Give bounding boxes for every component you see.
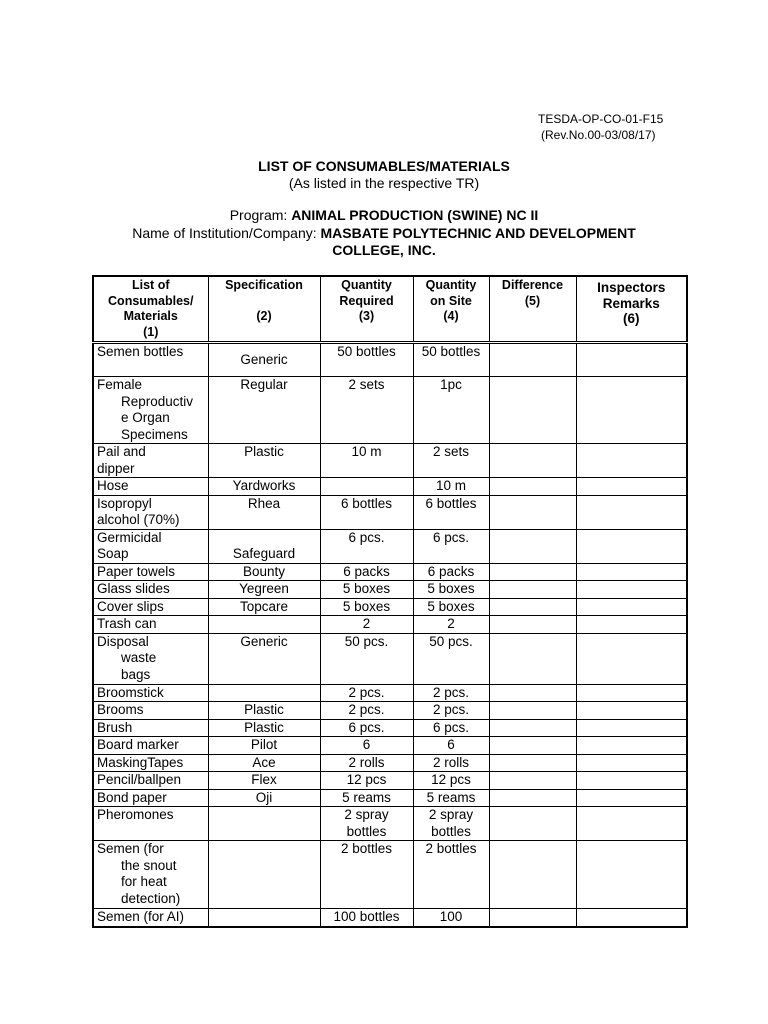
quantity-required-cell: 100 bottles	[320, 909, 413, 927]
specification-cell	[208, 841, 320, 909]
item-name-line: dipper	[97, 460, 135, 476]
quantity-required-cell: 2 spray bottles	[320, 807, 413, 841]
difference-cell	[489, 581, 576, 599]
item-name-cell	[93, 581, 208, 599]
document-subtitle: (As listed in the respective TR)	[288, 175, 480, 191]
difference-cell	[489, 343, 576, 377]
header-line: List of	[132, 278, 170, 292]
table-header-row	[93, 276, 687, 343]
quantity-on-site-cell: 2 pcs.	[413, 702, 489, 720]
header-line: Remarks	[602, 295, 660, 311]
header-line: (1)	[143, 324, 159, 339]
header-inspectors-remarks	[576, 276, 687, 343]
inspectors-remarks-cell	[576, 789, 687, 807]
inspectors-remarks-cell	[576, 478, 687, 496]
quantity-on-site-cell: 5 boxes	[413, 581, 489, 599]
table-row	[93, 909, 687, 927]
item-name-line: Cover slips	[97, 598, 164, 614]
form-code: TESDA-OP-CO-01-F15	[538, 112, 664, 126]
table-row	[93, 444, 687, 478]
item-name-cell	[93, 495, 208, 529]
item-name-cell	[93, 478, 208, 496]
specification-value: Bounty	[242, 563, 286, 579]
difference-cell	[489, 478, 576, 496]
item-name-cell	[93, 343, 208, 377]
specification-cell	[208, 754, 320, 772]
item-name-line: MaskingTapes	[97, 754, 184, 770]
table-row	[93, 598, 687, 616]
table-row	[93, 343, 687, 377]
item-name-line: Disposal	[97, 633, 149, 649]
quantity-required-cell: 2 pcs.	[320, 684, 413, 702]
quantity-required-cell: 2	[320, 616, 413, 634]
header-line: Required	[339, 293, 394, 308]
item-name-cell	[93, 702, 208, 720]
quantity-on-site-cell: 50 pcs.	[413, 633, 489, 684]
inspectors-remarks-cell	[576, 444, 687, 478]
quantity-on-site-cell: 2 sets	[413, 444, 489, 478]
specification-cell	[208, 789, 320, 807]
inspectors-remarks-cell	[576, 719, 687, 737]
header-line: (6)	[623, 311, 640, 326]
specification-cell	[208, 343, 320, 377]
specification-cell	[208, 684, 320, 702]
item-name-cell	[93, 841, 208, 909]
quantity-on-site-cell: 2	[413, 616, 489, 634]
specification-value: Yardworks	[232, 478, 296, 493]
specification-value: Generic	[240, 352, 288, 367]
revision-number: (Rev.No.00-03/08/17)	[541, 128, 656, 142]
item-name-cell	[93, 563, 208, 581]
inspectors-remarks-cell	[576, 598, 687, 616]
item-name-cell	[93, 684, 208, 702]
table-row	[93, 737, 687, 755]
difference-cell	[489, 702, 576, 720]
item-name-line: Specimens	[121, 426, 188, 442]
quantity-on-site-cell: 6	[413, 737, 489, 755]
quantity-on-site-cell: 6 bottles	[413, 495, 489, 529]
table-row	[93, 702, 687, 720]
item-name-cell	[93, 598, 208, 616]
specification-value: Oji	[255, 789, 273, 805]
item-name-line: Glass slides	[97, 581, 170, 596]
item-name-cell	[93, 529, 208, 563]
header-difference	[489, 276, 576, 343]
table-row	[93, 789, 687, 807]
table-row	[93, 772, 687, 790]
quantity-required-cell: 6 pcs.	[320, 719, 413, 737]
table-row	[93, 495, 687, 529]
item-name-line: Semen bottles	[97, 344, 184, 359]
inspectors-remarks-cell	[576, 377, 687, 444]
item-name-line: Pail and	[97, 444, 146, 459]
specification-value: Flex	[251, 772, 277, 787]
item-name-line: Isopropyl	[97, 495, 152, 511]
item-name-line: Board marker	[97, 737, 179, 752]
specification-cell	[208, 598, 320, 616]
specification-value: Topcare	[239, 598, 289, 614]
specification-cell	[208, 909, 320, 927]
quantity-required-cell: 50 pcs.	[320, 633, 413, 684]
header-line: Specification	[225, 278, 303, 292]
item-name-line: Pheromones	[97, 807, 174, 822]
header-line: (2)	[256, 308, 272, 323]
item-name-line: Germicidal	[97, 529, 162, 545]
inspectors-remarks-cell	[576, 807, 687, 841]
quantity-on-site-cell: 12 pcs	[413, 772, 489, 790]
header-list-of-consumables	[93, 276, 208, 343]
institution-value: MASBATE POLYTECHNIC AND DEVELOPMENT COLLEGE, INC.	[320, 225, 636, 258]
table-row	[93, 581, 687, 599]
item-name-cell	[93, 616, 208, 634]
header-quantity-required	[320, 276, 413, 343]
difference-cell	[489, 754, 576, 772]
difference-cell	[489, 495, 576, 529]
item-name-cell	[93, 377, 208, 444]
header-line: Inspectors	[597, 280, 666, 295]
specification-cell	[208, 702, 320, 720]
inspectors-remarks-cell	[576, 702, 687, 720]
table-row	[93, 754, 687, 772]
header-specification	[208, 276, 320, 343]
quantity-required-cell: 2 pcs.	[320, 702, 413, 720]
item-name-line: Pencil/ballpen	[97, 772, 182, 787]
specification-value: Yegreen	[239, 581, 289, 596]
item-name-line: Semen (for	[97, 841, 164, 856]
item-name-line: Broomstick	[97, 684, 164, 700]
quantity-on-site-cell: 2 pcs.	[413, 684, 489, 702]
quantity-required-cell: 6	[320, 737, 413, 755]
inspectors-remarks-cell	[576, 841, 687, 909]
item-name-line: Semen (for AI)	[97, 909, 185, 924]
specification-cell	[208, 377, 320, 444]
specification-value: Safeguard	[232, 545, 296, 561]
item-name-cell	[93, 909, 208, 927]
quantity-required-cell: 5 boxes	[320, 581, 413, 599]
item-name-line: Bond paper	[97, 789, 167, 805]
quantity-on-site-cell: 100	[413, 909, 489, 927]
header-line: (4)	[443, 309, 459, 323]
quantity-required-cell: 5 boxes	[320, 598, 413, 616]
difference-cell	[489, 807, 576, 841]
institution-line	[96, 225, 672, 259]
specification-cell	[208, 529, 320, 563]
specification-cell	[208, 563, 320, 581]
difference-cell	[489, 719, 576, 737]
quantity-required-cell: 6 bottles	[320, 495, 413, 529]
quantity-on-site-cell: 5 boxes	[413, 598, 489, 616]
table-row	[93, 563, 687, 581]
specification-cell	[208, 807, 320, 841]
item-name-line: Female	[97, 377, 143, 392]
difference-cell	[489, 789, 576, 807]
inspectors-remarks-cell	[576, 581, 687, 599]
specification-value: Plastic	[244, 444, 284, 459]
quantity-required-cell: 10 m	[320, 444, 413, 478]
program-line	[0, 207, 768, 224]
specification-value: Plastic	[244, 719, 284, 735]
item-name-line: the snout	[121, 857, 177, 873]
specification-value: Plastic	[244, 702, 284, 717]
program-value: ANIMAL PRODUCTION (SWINE) NC II	[291, 207, 539, 223]
table-row	[93, 529, 687, 563]
difference-cell	[489, 377, 576, 444]
item-name-line: detection)	[121, 890, 181, 906]
quantity-on-site-cell: 2 spray bottles	[413, 807, 489, 841]
item-name-line: e Organ	[121, 410, 170, 425]
quantity-required-cell: 50 bottles	[320, 343, 413, 377]
specification-cell	[208, 581, 320, 599]
header-line: Consumables/	[108, 293, 194, 308]
item-name-line: Paper towels	[97, 563, 176, 579]
table-row	[93, 719, 687, 737]
specification-value: Ace	[252, 754, 276, 770]
quantity-required-cell: 2 sets	[320, 377, 413, 444]
difference-cell	[489, 598, 576, 616]
item-name-line: Reproductiv	[121, 393, 194, 409]
difference-cell	[489, 616, 576, 634]
specification-value: Rhea	[247, 495, 281, 511]
specification-cell	[208, 616, 320, 634]
specification-cell	[208, 495, 320, 529]
inspectors-remarks-cell	[576, 495, 687, 529]
quantity-required-cell: 6 packs	[320, 563, 413, 581]
item-name-cell	[93, 444, 208, 478]
table-row	[93, 684, 687, 702]
difference-cell	[489, 633, 576, 684]
item-name-line: waste	[121, 650, 157, 665]
specification-value: Pilot	[250, 737, 278, 752]
item-name-line: Brush	[97, 719, 133, 735]
inspectors-remarks-cell	[576, 754, 687, 772]
specification-cell	[208, 633, 320, 684]
quantity-on-site-cell: 1pc	[413, 377, 489, 444]
quantity-on-site-cell: 10 m	[413, 478, 489, 496]
table-row	[93, 807, 687, 841]
quantity-on-site-cell: 50 bottles	[413, 343, 489, 377]
item-name-line: Soap	[97, 546, 129, 561]
item-name-cell	[93, 719, 208, 737]
item-name-line: Hose	[97, 478, 129, 493]
header-quantity-on-site	[413, 276, 489, 343]
document-title: LIST OF CONSUMABLES/MATERIALS	[258, 158, 510, 174]
difference-cell	[489, 737, 576, 755]
quantity-required-cell: 2 bottles	[320, 841, 413, 909]
specification-cell	[208, 719, 320, 737]
quantity-required-cell	[320, 478, 413, 496]
quantity-required-cell: 12 pcs	[320, 772, 413, 790]
materials-table	[92, 275, 688, 928]
item-name-line: Brooms	[97, 702, 144, 717]
header-line: on Site	[430, 293, 472, 308]
difference-cell	[489, 529, 576, 563]
difference-cell	[489, 909, 576, 927]
difference-cell	[489, 684, 576, 702]
item-name-line: for heat	[121, 874, 167, 889]
quantity-on-site-cell: 6 pcs.	[413, 719, 489, 737]
item-name-cell	[93, 789, 208, 807]
item-name-cell	[93, 754, 208, 772]
institution-label: Name of Institution/Company:	[132, 225, 317, 241]
item-name-line: Trash can	[97, 616, 157, 631]
inspectors-remarks-cell	[576, 909, 687, 927]
specification-value: Generic	[240, 633, 288, 649]
form-code-block	[538, 111, 663, 143]
inspectors-remarks-cell	[576, 529, 687, 563]
table-row	[93, 841, 687, 909]
quantity-on-site-cell: 2 rolls	[413, 754, 489, 772]
quantity-on-site-cell: 6 pcs.	[413, 529, 489, 563]
item-name-cell	[93, 633, 208, 684]
difference-cell	[489, 772, 576, 790]
inspectors-remarks-cell	[576, 772, 687, 790]
header-line: Quantity	[341, 278, 392, 292]
quantity-on-site-cell: 5 reams	[413, 789, 489, 807]
quantity-on-site-cell: 6 packs	[413, 563, 489, 581]
specification-cell	[208, 444, 320, 478]
difference-cell	[489, 563, 576, 581]
inspectors-remarks-cell	[576, 616, 687, 634]
header-line: Materials	[123, 309, 178, 323]
specification-cell	[208, 478, 320, 496]
quantity-required-cell: 5 reams	[320, 789, 413, 807]
item-name-cell	[93, 737, 208, 755]
specification-value: Regular	[240, 377, 288, 392]
table-row	[93, 616, 687, 634]
header-line: Difference	[501, 278, 564, 292]
quantity-required-cell: 6 pcs.	[320, 529, 413, 563]
inspectors-remarks-cell	[576, 737, 687, 755]
item-name-line: bags	[121, 666, 151, 682]
specification-cell	[208, 772, 320, 790]
specification-cell	[208, 737, 320, 755]
table-row	[93, 377, 687, 444]
document-heading	[0, 158, 768, 192]
inspectors-remarks-cell	[576, 343, 687, 377]
inspectors-remarks-cell	[576, 684, 687, 702]
header-line: Quantity	[425, 278, 477, 292]
item-name-cell	[93, 772, 208, 790]
difference-cell	[489, 444, 576, 478]
header-line: (5)	[524, 293, 541, 308]
item-name-line: alcohol (70%)	[97, 512, 180, 527]
inspectors-remarks-cell	[576, 633, 687, 684]
inspectors-remarks-cell	[576, 563, 687, 581]
header-line: (3)	[358, 309, 375, 323]
table-row	[93, 633, 687, 684]
program-label: Program:	[229, 207, 288, 223]
table-row	[93, 478, 687, 496]
difference-cell	[489, 841, 576, 909]
quantity-on-site-cell: 2 bottles	[413, 841, 489, 909]
item-name-cell	[93, 807, 208, 841]
quantity-required-cell: 2 rolls	[320, 754, 413, 772]
